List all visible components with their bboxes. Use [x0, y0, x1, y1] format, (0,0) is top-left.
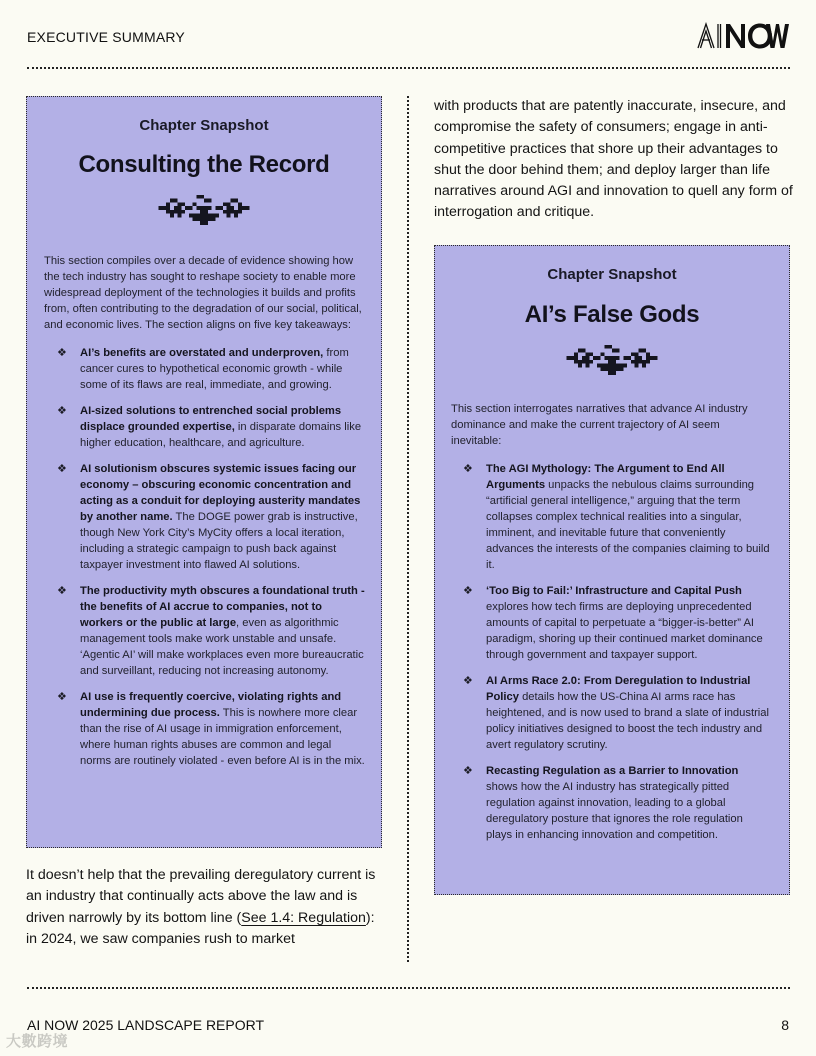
body-text: ): in 2024, we saw companies rush to market	[26, 909, 375, 947]
list-item	[57, 403, 365, 451]
section-lead: The AGI Mythology: The Argument to End All Arguments	[486, 463, 725, 491]
takeaway-lead: AI use is frequently coercive, violating rights and undermining due process.	[80, 691, 342, 719]
section-lead: AI Arms Race 2.0: From Deregulation to Industrial Policy	[486, 675, 751, 703]
section-lead: ‘Too Big to Fail:’ Infrastructure and Capital Push	[486, 585, 742, 597]
diamond-bullet-icon: ❖	[463, 765, 473, 777]
diamond-bullet-icon: ❖	[57, 691, 67, 703]
list-item	[463, 461, 771, 573]
column-divider	[407, 96, 409, 962]
diamond-bullet-icon: ❖	[463, 675, 473, 687]
pixel-eyes-icon	[564, 341, 660, 375]
diamond-bullet-icon: ❖	[57, 585, 67, 597]
takeaway-lead: The productivity myth obscures a foundational truth - the benefits of AI accrue to companies, not to workers or the public at large	[80, 585, 365, 629]
takeaway-lead: AI solutionism obscures systemic issues facing our economy – obscuring economic concentration and acting as a conduit for deploying austerity mandates by another name.	[80, 463, 361, 523]
takeaway-text: , even as algorithmic management tools make work unstable and unsafe. ‘Agentic AI’ will make workplaces even more bureaucratic and surveillant, reducing not increasing autonomy.	[80, 617, 364, 677]
snapshot-intro: This section compiles over a decade of evidence showing how the tech industry has sought to reshape society to enable more widespread deployment of the technologies it builds and profits from, often contributing to the degradation of our social, political, and economic lives. The section aligns on five key takeaways:	[44, 255, 362, 331]
section-label: EXECUTIVE SUMMARY	[27, 29, 185, 45]
section-lead: Recasting Regulation as a Barrier to Innovation	[486, 765, 739, 777]
takeaway-text: The DOGE power grab is instructive, though New York City’s MyCity offers a local iteration, including a strategic campaign to push back against taxpayer investment into flawed AI solutions.	[80, 511, 358, 571]
diamond-bullet-icon: ❖	[57, 463, 67, 475]
body-paragraph-right: with products that are patently inaccurate, insecure, and compromise the safety of consumers; engage in anti-competitive practices that shore up their advantages to shut the door behind them; and deploy larger than life narratives around AGI and innovation to quell any form of interrogation and critique.	[434, 98, 793, 221]
pixel-eyes-icon	[156, 191, 252, 225]
takeaway-text: This is nowhere more clear than the rise of AI usage in immigration enforcement, where human rights abuses are common and legal norms are routinely violated - even before AI is in the mix.	[80, 707, 365, 767]
list-item	[57, 345, 365, 393]
diamond-bullet-icon: ❖	[463, 585, 473, 597]
takeaway-lead: AI’s benefits are overstated and underproven,	[80, 347, 324, 359]
header-divider	[27, 67, 790, 69]
section-text: shows how the AI industry has strategically pitted regulation against innovation, leading to a global deregulatory posture that ignores the role regulation plays in enhancing innovation and competition.	[486, 781, 743, 841]
list-item	[57, 583, 365, 679]
section-text: unpacks the nebulous claims surrounding “artificial general intelligence,” arguing that the term collapses complex technical realities into a singular, imminent, and inevitable future that conveniently advances the interests of the companies claiming to build it.	[486, 479, 770, 571]
snapshot-kicker: Chapter Snapshot	[547, 266, 677, 283]
list-item	[57, 689, 365, 769]
section-text: explores how tech firms are deploying unprecedented amounts of capital to perpetuate a “bigger-is-better” AI paradigm, shoring up their continued market dominance through government and taxpayer support.	[486, 601, 763, 661]
diamond-bullet-icon: ❖	[57, 405, 67, 417]
chapter-snapshot-ais-false-gods	[434, 245, 790, 895]
takeaway-list	[57, 345, 365, 769]
ai-now-logo	[697, 22, 789, 50]
section-list	[463, 461, 771, 843]
chapter-snapshot-consulting-the-record	[26, 96, 382, 848]
body-paragraph-left	[26, 865, 386, 950]
snapshot-intro: This section interrogates narratives that advance AI industry dominance and make the current trajectory of AI seem inevitable:	[451, 403, 748, 447]
takeaway-lead: AI-sized solutions to entrenched social problems displace grounded expertise,	[80, 405, 342, 433]
section-1-4-link[interactable]: See 1.4: Regulation	[241, 909, 366, 926]
body-text: It doesn’t help that the prevailing deregulatory current is an industry that continually acts above the law and is driven narrowly by its bottom line (	[26, 867, 376, 926]
footer-divider	[27, 987, 790, 989]
report-label: AI NOW 2025 LANDSCAPE REPORT	[27, 1017, 265, 1033]
snapshot-title: AI’s False Gods	[524, 301, 700, 328]
section-text: details how the US-China AI arms race has heightened, and is now used to brand a slate of industrial policy initiatives designed to boost the tech industry and avert regulatory scrutiny.	[486, 691, 769, 751]
takeaway-text: from cancer cures to hypothetical economic growth - while some of its flaws are real, immediate, and growing.	[80, 347, 349, 391]
snapshot-title: Consulting the Record	[78, 151, 330, 178]
watermark: 大數跨境	[6, 1033, 69, 1050]
diamond-bullet-icon: ❖	[463, 463, 473, 475]
list-item	[463, 763, 771, 843]
diamond-bullet-icon: ❖	[57, 347, 67, 359]
page-number: 8	[781, 1017, 789, 1033]
list-item	[463, 673, 771, 753]
list-item	[57, 461, 365, 573]
snapshot-kicker: Chapter Snapshot	[139, 117, 269, 134]
list-item	[463, 583, 771, 663]
takeaway-text: in disparate domains like higher education, healthcare, and agriculture.	[80, 421, 362, 449]
